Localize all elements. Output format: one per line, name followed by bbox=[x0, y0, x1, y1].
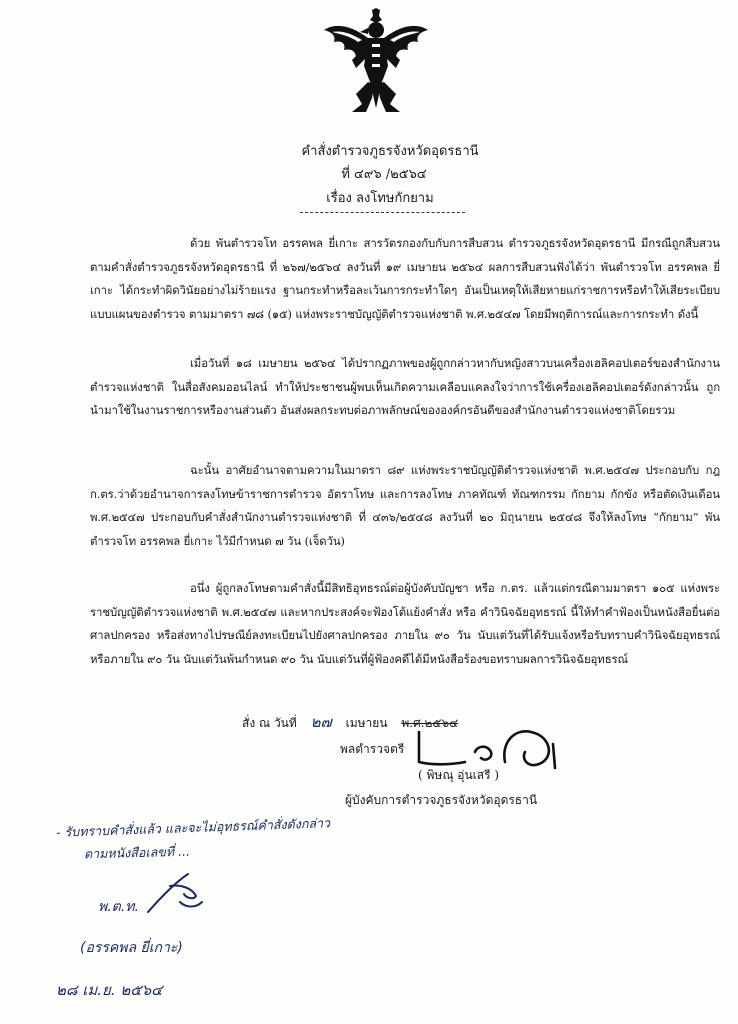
order-subject: เรื่อง ลงโทษกักยาม bbox=[326, 191, 434, 206]
handwritten-date: ๒๘ เม.ย. ๒๕๖๔ bbox=[56, 981, 163, 999]
signer-position: ผู้บังคับการตำรวจภูธรจังหวัดอุดรธานี bbox=[345, 793, 538, 807]
handwritten-acknowledgement: - รับทราบคำสั่งแล้ว และจะไม่อุทธรณ์คำสั่งดังกล่าว bbox=[55, 815, 331, 840]
body-paragraph-3: ฉะนั้น อาศัยอำนาจตามความในมาตรา ๘๙ แห่งพระราชบัญญัติตำรวจแห่งชาติ พ.ศ.๒๕๔๗ ประกอบกับ กฎ ก.ตร.ว่าด้วยอำนาจการลงโทษข้าราชการตำรวจ อัตราโทษ และการลงโทษ ภาคทัณฑ์ ทัณฑกรรม กักยาม กักขัง หรือตัดเงินเดือน พ.ศ.๒๕๔๗ ประกอบกับคำสั่งสำนักงานตำรวจแห่งชาติ ที่ ๔๓๖/๒๕๔๘ ลงวันที่ ๒๐ มิถุนายน ๒๕๔๘ จึงให้ลงโทษ “กักยาม” พันตำรวจโท อรรคพล ยี่เกาะ ไว้มีกำหนด ๗ วัน (เจ็ดวัน) bbox=[90, 463, 720, 548]
body-paragraph-2: เมื่อวันที่ ๑๘ เมษายน ๒๕๖๔ ได้ปรากฏภาพของผู้ถูกกล่าวหากับหญิงสาวบนเครื่องเฮลิคอปเตอร์ของสำนักงานตำรวจแห่งชาติ ในสื่อสังคมออนไลน์ ทำให้ประชาชนผู้พบเห็นเกิดความเคลือบแคลงใจว่าการใช้เครื่องเฮลิคอปเตอร์ดังกล่าวนั้น ถูกนำมาใช้ในงานราชการหรืองานส่วนตัว อันส่งผลกระทบต่อภาพลักษณ์ขององค์กรอันดีของสำนักงานตำรวจแห่งชาติโดยรวม bbox=[90, 356, 720, 417]
order-number: ที่ ๔๙๖ /๒๕๖๔ bbox=[341, 167, 427, 182]
date-prefix: สั่ง ณ วันที่ bbox=[242, 716, 297, 730]
date-month: เมษายน bbox=[345, 716, 388, 730]
handwritten-reference: ตามหนังสือเลขที่ ... bbox=[83, 843, 191, 862]
officer-signature-icon bbox=[140, 868, 210, 918]
handwritten-rank: พ.ต.ท. bbox=[98, 899, 139, 915]
order-title: คำสั่งตำรวจภูธรจังหวัดอุดรธานี bbox=[301, 144, 479, 159]
signer-name: ( พิษณุ อุ่นเสรี ) bbox=[418, 768, 500, 782]
handwritten-day: ๒๗ bbox=[310, 713, 332, 731]
signer-rank: พลตำรวจตรี bbox=[340, 742, 405, 756]
body-paragraph-4: อนึ่ง ผู้ถูกลงโทษตามคำสั่งนี้มีสิทธิอุทธรณ์ต่อผู้บังคับบัญชา หรือ ก.ตร. แล้วแต่กรณีตามมาตรา ๑๐๕ แห่งพระราชบัญญัติตำรวจแห่งชาติ พ.ศ.๒๕๔๗ และหากประสงค์จะฟ้องโต้แย้งคำสั่ง หรือ คำวินิจฉัยอุทธรณ์ นี้ให้ทำคำฟ้องเป็นหนังสือยื่นต่อศาลปกครอง หรือส่งทางไปรษณีย์ลงทะเบียนไปยังศาลปกครอง ภายใน ๙๐ วัน นับแต่วันที่ได้รับแจ้งหรือรับทราบคำวินิจฉัยอุทธรณ์ หรือภายใน ๙๐ วัน นับแต่วันพ้นกำหนด ๙๐ วัน นับแต่วันที่ผู้ฟ้องคดีได้มีหนังสือร้องขอทราบผลการวินิจฉัยอุทธรณ์ bbox=[90, 581, 720, 666]
garuda-emblem-icon bbox=[322, 8, 430, 116]
date-year: พ.ศ.๒๕๖๔ bbox=[401, 716, 459, 730]
header-divider bbox=[300, 212, 465, 213]
handwritten-officer-name: (อรรคพล ยี่เกาะ) bbox=[80, 940, 183, 956]
body-paragraph-1: ด้วย พันตำรวจโท อรรคพล ยี่เกาะ สารวัตรกองกับกับการสืบสวน ตำรวจภูธรจังหวัดอุดรธานี มีกรณีถูกสืบสวนตามคำสั่งตำรวจภูธรจังหวัดอุดรธานี ที่ ๒๖๗/๒๕๖๔ ลงวันที่ ๑๙ เมษายน ๒๕๖๔ ผลการสืบสวนฟังได้ว่า พันตำรวจโท อรรคพล ยี่เกาะ ได้กระทำผิดวินัยอย่างไม่ร้ายแรง ฐานกระทำหรือละเว้นการกระทำใดๆ อันเป็นเหตุให้เสียหายแก่ราชการหรือทำให้เสียระเบียบแบบแผนของตำรวจ ตามมาตรา ๗๘ (๑๕) แห่งพระราชบัญญัติตำรวจแห่งชาติ พ.ศ.๒๕๔๗ โดยมีพฤติการณ์และการกระทำ ดังนี้ bbox=[90, 236, 720, 321]
